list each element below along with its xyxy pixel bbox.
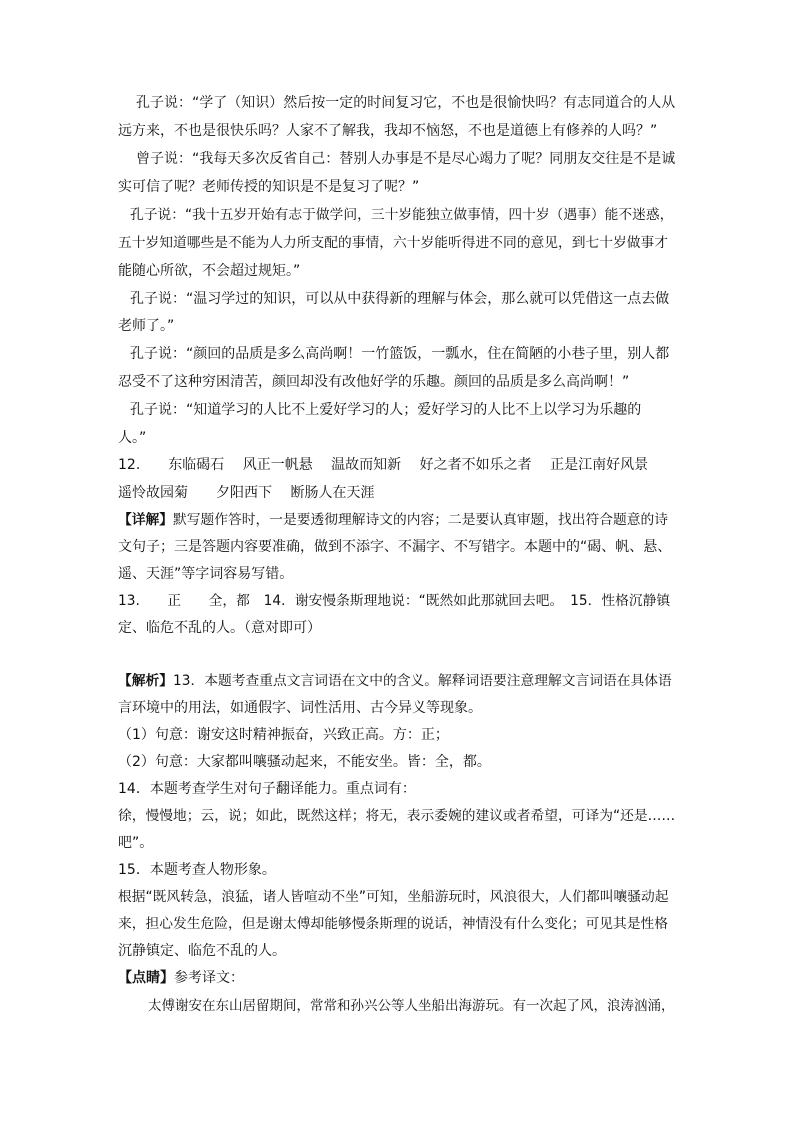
translation-line: 太傅谢安在东山居留期间，常常和孙兴公等人坐船出海游玩。有一次起了风，浪涛汹涌， bbox=[148, 998, 675, 1014]
section-label: 【解析】 bbox=[118, 673, 174, 689]
text-line: 曾子说：“我每天多次反省自己：替别人办事是不是尽心竭力了呢？同朋友交往是不是诚 bbox=[136, 151, 676, 167]
text-line: （2）句意：大家都叫嚷骚动起来，不能安坐。皆：全，都。 bbox=[118, 754, 491, 770]
text-line: 言环境中的用法，如通假字、词性活用、古今异义等现象。 bbox=[118, 700, 482, 716]
text-line: 根据“既风转急，浪猛，诸人皆喧动不坐”可知，坐船游玩时，风浪很大，人们都叫嚷骚动起 bbox=[118, 889, 669, 905]
text-line: 人。” bbox=[118, 430, 147, 446]
text-line: 15．本题考查人物形象。 bbox=[118, 862, 276, 878]
text-line: 吧”。 bbox=[118, 835, 154, 851]
answer-12: 12. 东临碣石 风正一帆悬 温故而知新 好之者不如乐之者 正是江南好风景 bbox=[118, 457, 649, 473]
text-line: 孔子说：“我十五岁开始有志于做学问，三十岁能独立做事情，四十岁（遇事）能不迷惑， bbox=[130, 207, 674, 223]
text-line: 孔子说：“知道学习的人比不上爱好学习的人；爱好学习的人比不上以学习为乐趣的 bbox=[130, 402, 642, 418]
text-line: 定、临危不乱的人。（意对即可） bbox=[118, 620, 321, 636]
text-line: 老师了。” bbox=[118, 318, 175, 334]
text-line: 孔子说：“温习学过的知识，可以从中获得新的理解与体会，那么就可以凭借这一点去做 bbox=[130, 291, 670, 307]
text-line: 文句子；三是答题内容要准确，做到不添字、不漏字、不写错字。本题中的“碣、帆、悬、 bbox=[118, 539, 672, 555]
text-line: 远方来，不也是很快乐吗？人家不了解我，我却不恼怒，不也是道德上有修养的人吗？” bbox=[118, 123, 658, 139]
section-label: 【点睛】 bbox=[118, 970, 174, 986]
text-line: 能随心所欲，不会超过规矩。” bbox=[118, 263, 301, 279]
text-line: 孔子说：“颜回的品质是多么高尚啊！一竹篮饭，一瓢水，住在简陋的小巷子里，别人都 bbox=[130, 346, 670, 362]
section-label: 【详解】 bbox=[118, 512, 174, 528]
text-line: （1）句意：谢安这时精神振奋，兴致正高。方：正； bbox=[118, 727, 449, 743]
text-line: 忍受不了这种穷困清苦，颜回却没有改他好学的乐趣。颜回的品质是多么高尚啊！” bbox=[118, 374, 630, 390]
text-line: 沉静镇定、临危不乱的人。 bbox=[118, 943, 286, 959]
commentary-heading: 【点睛】参考译文： bbox=[118, 970, 244, 986]
analysis-section: 【解析】13．本题考查重点文言词语在文中的含义。解释词语要注意理解文言词语在具体语 bbox=[118, 673, 672, 689]
text-line: 遥、天涯”等字词容易写错。 bbox=[118, 566, 294, 582]
text-line: 实可信了呢？老师传授的知识是不是复习了呢？” bbox=[118, 179, 420, 195]
text-line: 孔子说：“学了（知识）然后按一定的时间复习它，不也是很愉快吗？有志同道合的人从 bbox=[136, 95, 676, 111]
text-line: 14．本题考查学生对句子翻译能力。重点词有： bbox=[118, 781, 416, 797]
text-line: 来，担心发生危险，但是谢太傅却能够慢条斯理的说话，神情没有什么变化；可见其是性格 bbox=[118, 916, 669, 932]
answer-13-15: 13. 正 全，都 14．谢安慢条斯理地说：“既然如此那就回去吧。 15．性格沉静镇 bbox=[118, 593, 671, 609]
text-line: 遥怜故园菊 夕阳西下 断肠人在天涯 bbox=[118, 485, 375, 501]
text-line: 徐，慢慢地；云，说；如此，既然这样；将无，表示委婉的建议或者希望，可译为“还是…… bbox=[118, 808, 676, 824]
detail-section: 【详解】默写题作答时，一是要透彻理解诗文的内容；二是要认真审题，找出符合题意的诗 bbox=[118, 512, 669, 528]
text-line: 五十岁知道哪些是不能为人力所支配的事情，六十岁能听得进不同的意见，到七十岁做事才 bbox=[118, 235, 669, 251]
